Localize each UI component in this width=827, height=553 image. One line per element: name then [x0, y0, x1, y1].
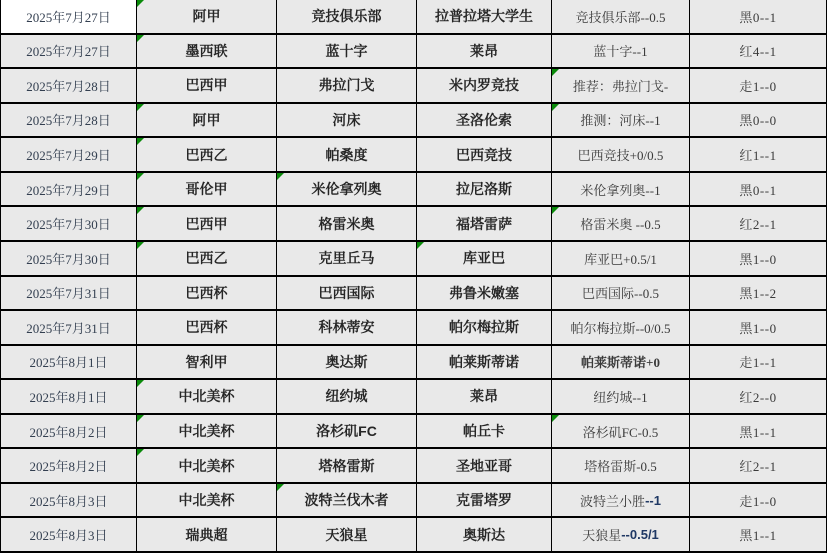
date-cell-text: 2025年7月30日: [26, 251, 111, 267]
league-cell[interactable]: [137, 484, 277, 519]
league-cell[interactable]: [137, 0, 277, 35]
league-cell-text: 巴西乙: [185, 146, 228, 163]
prediction-cell-text: 洛杉矶FC-0.5: [582, 424, 659, 440]
home-team-cell[interactable]: [277, 449, 417, 484]
prediction-cell-text: 竞技俱乐部--0.5: [575, 9, 666, 25]
home-team-cell-text: 洛杉矶FC: [316, 423, 377, 440]
away-team-cell[interactable]: [417, 277, 552, 312]
date-cell[interactable]: [0, 311, 137, 346]
home-team-cell[interactable]: [277, 484, 417, 519]
league-cell-text: 墨西联: [185, 42, 228, 59]
home-team-cell[interactable]: [277, 380, 417, 415]
home-team-cell[interactable]: [277, 35, 417, 70]
away-team-cell[interactable]: [417, 380, 552, 415]
home-team-cell-text: 格雷米奥: [318, 215, 375, 232]
away-team-cell-text: 克雷塔罗: [456, 492, 512, 509]
prediction-cell-text: 塔格雷斯-0.5: [584, 459, 657, 475]
table-row: [0, 415, 827, 450]
league-cell[interactable]: [137, 242, 277, 277]
date-cell-text: 2025年8月2日: [29, 459, 108, 475]
date-cell[interactable]: [0, 69, 137, 104]
table-row: [0, 173, 827, 208]
date-cell-text: 2025年7月27日: [26, 44, 111, 60]
date-cell-text: 2025年8月3日: [29, 528, 108, 544]
date-cell[interactable]: [0, 104, 137, 139]
away-team-cell-text: 莱昂: [470, 42, 498, 59]
result-cell-text: 走1--0: [739, 78, 777, 94]
table-row: [0, 0, 827, 35]
league-cell-text: 中北美杯: [178, 492, 235, 509]
prediction-cell[interactable]: [552, 138, 690, 173]
table-row: [0, 104, 827, 139]
away-team-cell[interactable]: [417, 242, 552, 277]
date-cell-text: 2025年7月31日: [26, 286, 111, 302]
away-team-cell[interactable]: [417, 518, 552, 553]
result-cell[interactable]: [690, 0, 827, 35]
comment-triangle-icon: [137, 173, 144, 180]
home-team-cell-text: 河床: [332, 111, 361, 128]
comment-triangle-icon: [552, 104, 559, 111]
away-team-cell-text: 拉尼洛斯: [456, 181, 512, 198]
away-team-cell[interactable]: [417, 35, 552, 70]
league-cell[interactable]: [137, 415, 277, 450]
away-team-cell-text: 弗鲁米嫩塞: [449, 284, 519, 301]
away-team-cell-text: 圣地亚哥: [456, 457, 512, 474]
prediction-cell-text: 巴西竞技+0/0.5: [577, 148, 664, 164]
comment-triangle-icon: [552, 207, 559, 214]
away-team-cell-text: 莱昂: [470, 388, 498, 405]
league-cell-text: 巴西杯: [185, 284, 228, 301]
result-cell[interactable]: [690, 346, 827, 381]
home-team-cell-text: 天狼星: [325, 526, 368, 543]
league-cell-text: 阿甲: [192, 8, 221, 25]
away-team-cell-text: 米内罗竞技: [449, 77, 519, 94]
date-cell-text: 2025年7月28日: [26, 113, 111, 129]
away-team-cell-text: 帕莱斯蒂诺: [449, 353, 519, 370]
date-cell[interactable]: [0, 242, 137, 277]
result-cell[interactable]: [690, 242, 827, 277]
away-team-cell[interactable]: [417, 69, 552, 104]
result-cell[interactable]: [690, 484, 827, 519]
date-cell-text: 2025年8月1日: [29, 389, 108, 405]
home-team-cell[interactable]: [277, 518, 417, 553]
home-team-cell[interactable]: [277, 415, 417, 450]
away-team-cell[interactable]: [417, 311, 552, 346]
date-cell-text: 2025年7月29日: [26, 148, 111, 164]
away-team-cell[interactable]: [417, 346, 552, 381]
home-team-cell-text: 克里丘马: [318, 250, 375, 267]
table-row: [0, 311, 827, 346]
date-cell-text: 2025年7月29日: [26, 182, 111, 198]
home-team-cell-text: 塔格雷斯: [318, 457, 375, 474]
home-team-cell[interactable]: [277, 173, 417, 208]
prediction-cell-text: 纽约城--1: [593, 389, 648, 405]
comment-triangle-icon: [137, 242, 144, 249]
home-team-cell[interactable]: [277, 69, 417, 104]
home-team-cell[interactable]: [277, 0, 417, 35]
comment-triangle-icon: [137, 449, 144, 456]
home-team-cell-text: 蓝十字: [325, 42, 368, 59]
comment-triangle-icon: [552, 69, 559, 76]
away-team-cell-text: 库亚巴: [463, 250, 505, 267]
table-row: [0, 242, 827, 277]
home-team-cell-text: 帕桑度: [325, 146, 368, 163]
result-cell[interactable]: [690, 311, 827, 346]
table-row: [0, 35, 827, 70]
league-cell-text: 巴西甲: [185, 77, 228, 94]
league-cell[interactable]: [137, 104, 277, 139]
league-cell-text: 巴西乙: [185, 250, 228, 267]
league-cell-text: 阿甲: [192, 111, 221, 128]
table-row: [0, 277, 827, 312]
table-row: [0, 346, 827, 381]
prediction-cell-text: 帕尔梅拉斯--0/0.5: [570, 320, 671, 336]
prediction-cell-text: 天狼星: [582, 528, 622, 544]
date-cell[interactable]: [0, 518, 137, 553]
home-team-cell[interactable]: [277, 207, 417, 242]
table-row: [0, 484, 827, 519]
comment-triangle-icon: [277, 484, 284, 491]
prediction-cell[interactable]: [552, 380, 690, 415]
prediction-cell[interactable]: [552, 207, 690, 242]
result-cell[interactable]: [690, 173, 827, 208]
table-row: [0, 207, 827, 242]
prediction-cell-text: 推荐：弗拉门戈-: [572, 78, 669, 94]
away-team-cell-text: 奥斯达: [463, 526, 505, 543]
prediction-cell[interactable]: [552, 242, 690, 277]
home-team-cell[interactable]: [277, 277, 417, 312]
away-team-cell[interactable]: [417, 207, 552, 242]
result-cell[interactable]: [690, 449, 827, 484]
prediction-cell-text: 库亚巴+0.5/1: [584, 251, 657, 267]
prediction-cell-text: 波特兰小胜: [580, 493, 646, 509]
prediction-cell[interactable]: [552, 69, 690, 104]
away-team-cell[interactable]: [417, 415, 552, 450]
date-cell[interactable]: [0, 380, 137, 415]
prediction-cell-text: 推测：河床--1: [580, 113, 661, 129]
date-cell[interactable]: [0, 0, 137, 35]
result-cell[interactable]: [690, 104, 827, 139]
home-team-cell-text: 竞技俱乐部: [311, 8, 382, 25]
league-cell[interactable]: [137, 69, 277, 104]
table-row: [0, 449, 827, 484]
home-team-cell-text: 弗拉门戈: [318, 77, 375, 94]
result-cell-text: 黑1--1: [739, 424, 777, 440]
date-cell-text: 2025年7月30日: [26, 217, 111, 233]
away-team-cell-text: 巴西竞技: [456, 146, 512, 163]
result-cell-text: 红2--1: [739, 217, 777, 233]
result-cell-text: 走1--1: [739, 355, 777, 371]
prediction-suffix-text: --0.5/1: [621, 527, 659, 543]
result-cell-text: 黑0--1: [739, 182, 777, 198]
league-cell-text: 中北美杯: [178, 457, 235, 474]
comment-triangle-icon: [552, 415, 559, 422]
result-cell-text: 红2--0: [739, 389, 777, 405]
date-cell[interactable]: [0, 173, 137, 208]
league-cell[interactable]: [137, 207, 277, 242]
date-cell[interactable]: [0, 449, 137, 484]
league-cell-text: 哥伦甲: [185, 181, 228, 198]
league-cell-text: 巴西甲: [185, 215, 228, 232]
prediction-cell[interactable]: [552, 449, 690, 484]
result-cell-text: 黑1--2: [739, 286, 777, 302]
league-cell-text: 中北美杯: [178, 388, 235, 405]
comment-triangle-icon: [417, 242, 424, 249]
prediction-cell-text: 巴西国际--0.5: [582, 286, 659, 302]
away-team-cell[interactable]: [417, 138, 552, 173]
result-cell[interactable]: [690, 35, 827, 70]
prediction-cell-text: 帕莱斯蒂诺+0: [581, 355, 660, 371]
home-team-cell[interactable]: [277, 311, 417, 346]
comment-triangle-icon: [137, 104, 144, 111]
table-row: [0, 380, 827, 415]
result-cell[interactable]: [690, 69, 827, 104]
result-cell[interactable]: [690, 415, 827, 450]
league-cell[interactable]: [137, 138, 277, 173]
away-team-cell[interactable]: [417, 104, 552, 139]
result-cell[interactable]: [690, 380, 827, 415]
league-cell-text: 中北美杯: [178, 423, 235, 440]
home-team-cell[interactable]: [277, 242, 417, 277]
home-team-cell[interactable]: [277, 104, 417, 139]
away-team-cell[interactable]: [417, 173, 552, 208]
prediction-cell-text: 格雷米奥 --0.5: [580, 217, 661, 233]
away-team-cell-text: 圣洛伦索: [456, 111, 512, 128]
away-team-cell-text: 福塔雷萨: [456, 215, 512, 232]
home-team-cell-text: 巴西国际: [318, 284, 375, 301]
result-cell-text: 红2--1: [739, 459, 777, 475]
result-cell-text: 走1--0: [739, 493, 777, 509]
result-cell[interactable]: [690, 518, 827, 553]
comment-triangle-icon: [137, 138, 144, 145]
league-cell[interactable]: [137, 518, 277, 553]
league-cell[interactable]: [137, 173, 277, 208]
date-cell-text: 2025年8月3日: [29, 493, 108, 509]
league-cell[interactable]: [137, 311, 277, 346]
prediction-suffix-text: --1: [645, 492, 661, 508]
date-cell-text: 2025年7月28日: [26, 78, 111, 94]
date-cell-text: 2025年8月1日: [29, 355, 108, 371]
league-cell-text: 智利甲: [185, 353, 228, 370]
table-row: [0, 138, 827, 173]
date-cell[interactable]: [0, 35, 137, 70]
prediction-cell[interactable]: [552, 415, 690, 450]
prediction-cell-text: 蓝十字--1: [593, 44, 648, 60]
result-cell-text: 黑0--1: [739, 9, 777, 25]
prediction-cell[interactable]: [552, 104, 690, 139]
away-team-cell[interactable]: [417, 0, 552, 35]
table-row: [0, 518, 827, 553]
prediction-cell[interactable]: [552, 346, 690, 381]
league-cell-text: 巴西杯: [185, 319, 228, 336]
comment-triangle-icon: [137, 380, 144, 387]
prediction-cell[interactable]: [552, 518, 690, 553]
away-team-cell[interactable]: [417, 484, 552, 519]
home-team-cell-text: 纽约城: [325, 388, 368, 405]
prediction-cell[interactable]: [552, 277, 690, 312]
home-team-cell-text: 波特兰伐木者: [304, 492, 389, 509]
table-row: [0, 69, 827, 104]
comment-triangle-icon: [277, 173, 284, 180]
date-cell-text: 2025年8月2日: [29, 424, 108, 440]
prediction-cell[interactable]: [552, 173, 690, 208]
away-team-cell[interactable]: [417, 449, 552, 484]
result-cell-text: 红1--1: [739, 148, 777, 164]
home-team-cell[interactable]: [277, 138, 417, 173]
prediction-cell[interactable]: [552, 35, 690, 70]
away-team-cell-text: 帕尔梅拉斯: [449, 319, 519, 336]
home-team-cell[interactable]: [277, 346, 417, 381]
result-cell-text: 黑1--0: [739, 251, 777, 267]
date-cell[interactable]: [0, 484, 137, 519]
date-cell[interactable]: [0, 346, 137, 381]
comment-triangle-icon: [137, 35, 144, 42]
date-cell[interactable]: [0, 415, 137, 450]
date-cell-text: 2025年7月31日: [26, 320, 111, 336]
league-cell[interactable]: [137, 449, 277, 484]
prediction-cell[interactable]: [552, 484, 690, 519]
league-cell[interactable]: [137, 346, 277, 381]
result-cell-text: 红4--1: [739, 44, 777, 60]
result-cell[interactable]: [690, 138, 827, 173]
result-cell[interactable]: [690, 277, 827, 312]
comment-triangle-icon: [137, 415, 144, 422]
result-cell-text: 黑1--1: [739, 528, 777, 544]
home-team-cell-text: 科林蒂安: [318, 319, 375, 336]
comment-triangle-icon: [137, 207, 144, 214]
date-cell[interactable]: [0, 138, 137, 173]
prediction-cell[interactable]: [552, 311, 690, 346]
date-cell[interactable]: [0, 207, 137, 242]
result-cell-text: 黑1--0: [739, 320, 777, 336]
result-cell[interactable]: [690, 207, 827, 242]
league-cell[interactable]: [137, 380, 277, 415]
away-team-cell-text: 拉普拉塔大学生: [435, 8, 533, 25]
home-team-cell-text: 米伦拿列奥: [311, 181, 382, 198]
comment-triangle-icon: [137, 0, 144, 7]
date-cell[interactable]: [0, 277, 137, 312]
league-cell[interactable]: [137, 277, 277, 312]
league-cell-text: 瑞典超: [185, 526, 228, 543]
result-cell-text: 黑0--0: [739, 113, 777, 129]
date-cell-text: 2025年7月27日: [26, 9, 111, 25]
home-team-cell-text: 奥达斯: [325, 353, 368, 370]
away-team-cell-text: 帕丘卡: [463, 423, 505, 440]
league-cell[interactable]: [137, 35, 277, 70]
prediction-cell-text: 米伦拿列奥--1: [580, 182, 661, 198]
prediction-cell[interactable]: [552, 0, 690, 35]
